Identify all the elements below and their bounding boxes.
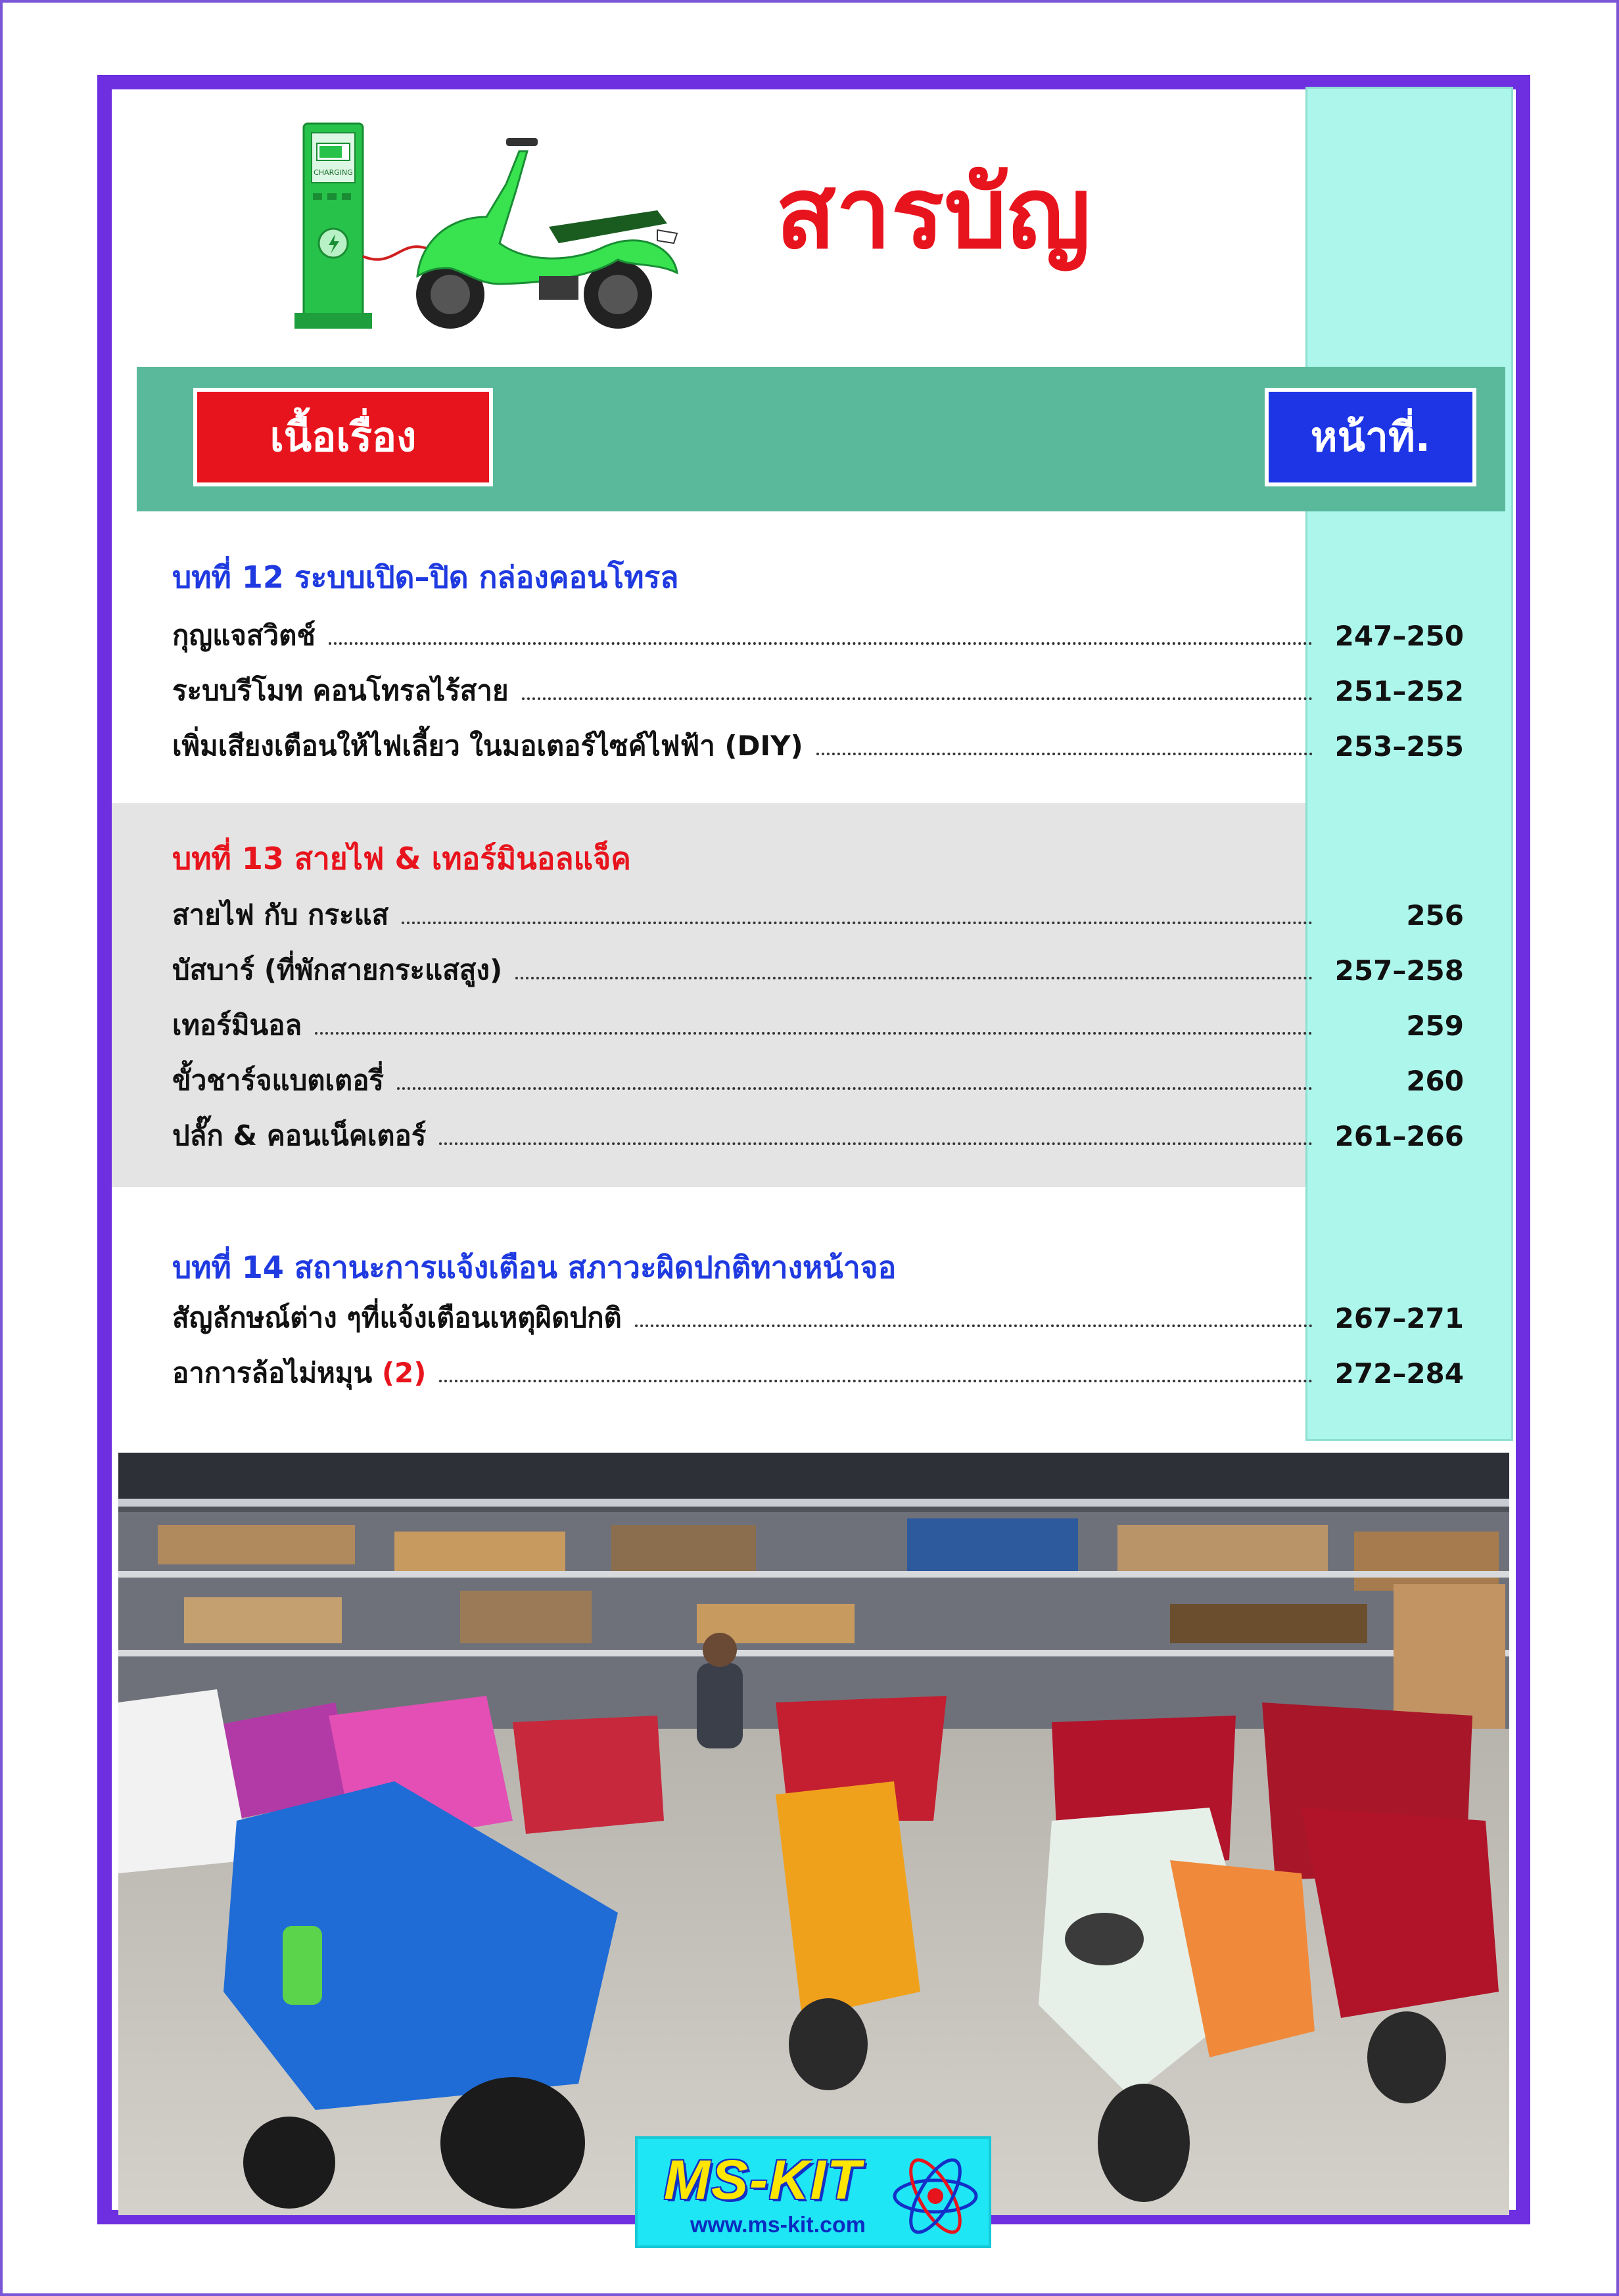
dot-leader [522, 697, 1313, 700]
brand-logo [635, 2136, 991, 2248]
dot-leader [402, 922, 1313, 924]
toc-entry-label: กุญแจสวิตช์ [172, 619, 316, 651]
chapter-heading: บทที่ 14 สถานะการแจ้งเตือน สภาวะผิดปกติทางหน้าจอ [172, 1250, 897, 1285]
page-column-label: หน้าที่. [1265, 388, 1476, 486]
toc-entry-label: ขั้วชาร์จแบตเตอรี่ [172, 1064, 384, 1096]
toc-entry[interactable] [172, 616, 1464, 655]
dot-leader [315, 1032, 1313, 1035]
toc-entry-pages: 253–255 [1334, 730, 1464, 762]
toc-entry-pages: 256 [1406, 899, 1464, 931]
dot-leader [397, 1087, 1313, 1090]
toc-entry-pages: 247–250 [1334, 619, 1464, 652]
dot-leader [515, 977, 1313, 979]
page-title: สารบัญ [776, 156, 1091, 271]
dot-leader [329, 642, 1313, 645]
toc-entry-label: บัสบาร์ (ที่พักสายกระแสสูง) [172, 954, 503, 986]
toc-entry-pages: 267–271 [1334, 1301, 1464, 1334]
content-column-label: เนื้อเรื่อง [193, 388, 493, 486]
toc-entry[interactable] [172, 895, 1464, 935]
toc-entry-label: อาการล้อไม่หมุน (2) [172, 1357, 427, 1389]
toc-entry-pages: 251–252 [1334, 674, 1464, 707]
dot-leader [816, 753, 1313, 755]
chapter-heading: บทที่ 13 สายไฟ & เทอร์มินอลแจ็ค [172, 841, 631, 876]
toc-entry[interactable] [172, 1353, 1464, 1393]
warehouse-scooters-photo [118, 1453, 1509, 2215]
part-number-badge: (2) [381, 1357, 427, 1389]
chapter-heading: บทที่ 12 ระบบเปิด–ปิด กล่องคอนโทรล [172, 559, 679, 595]
toc-entry[interactable] [172, 1298, 1464, 1338]
toc-entry[interactable] [172, 671, 1464, 711]
toc-entry[interactable] [172, 1116, 1464, 1156]
toc-entry-label: เพิ่มเสียงเตือนให้ไฟเลี้ยว ในมอเตอร์ไซค์ไฟฟ้า (DIY) [172, 730, 803, 762]
toc-entry-pages: 260 [1406, 1064, 1464, 1097]
toc-entry-label: ระบบรีโมท คอนโทรลไร้สาย [172, 674, 509, 707]
charger-text: CHARGING [314, 168, 353, 177]
brand-url[interactable]: www.ms-kit.com [690, 2213, 866, 2237]
toc-entry[interactable] [172, 1061, 1464, 1100]
atom-icon [890, 2151, 981, 2241]
dot-leader [635, 1324, 1313, 1327]
toc-entry-pages: 261–266 [1334, 1119, 1464, 1152]
toc-entry[interactable] [172, 950, 1464, 990]
dot-leader [439, 1380, 1313, 1382]
toc-entry-label: สายไฟ กับ กระแส [172, 899, 389, 931]
toc-entry[interactable] [172, 1006, 1464, 1045]
dot-leader [439, 1142, 1313, 1145]
ev-charging-scooter-icon [289, 112, 697, 335]
brand-name: MS-KIT [664, 2149, 862, 2211]
toc-entry[interactable] [172, 726, 1464, 766]
toc-entry-pages: 272–284 [1334, 1357, 1464, 1390]
toc-entry-pages: 257–258 [1334, 954, 1464, 987]
toc-entry-label: สัญลักษณ์ต่าง ๆที่แจ้งเตือนเหตุผิดปกติ [172, 1301, 622, 1334]
toc-entry-label: ปลั๊ก & คอนเน็คเตอร์ [172, 1119, 427, 1152]
toc-entry-pages: 259 [1406, 1009, 1464, 1042]
toc-entry-label: เทอร์มินอล [172, 1009, 302, 1041]
